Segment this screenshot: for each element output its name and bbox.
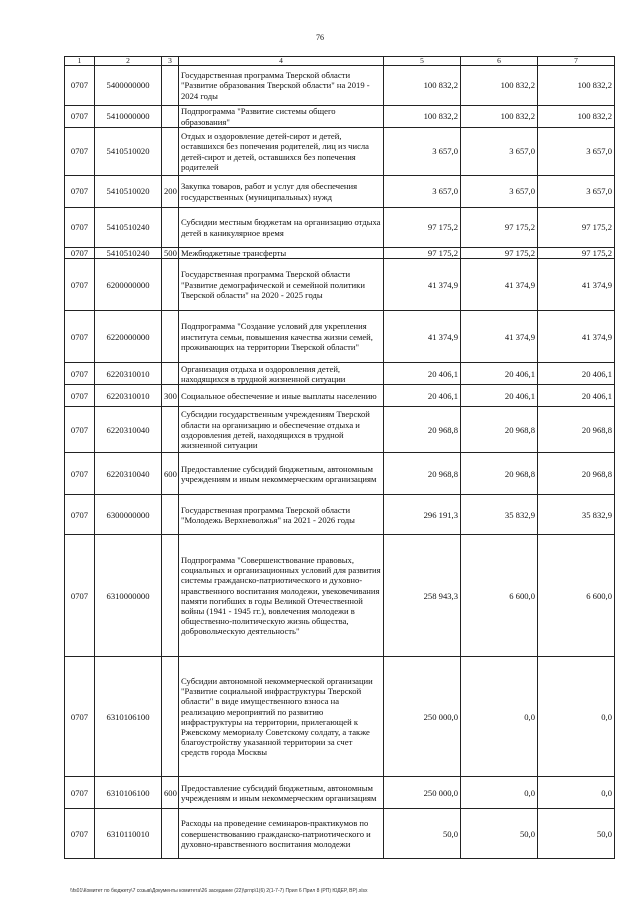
table-row bbox=[65, 407, 615, 453]
expense-type-code bbox=[162, 535, 179, 657]
item-name: Подпрограмма "Развитие системы общего образования" bbox=[179, 106, 384, 128]
target-code: 6310000000 bbox=[95, 535, 162, 657]
item-name: Подпрограмма "Создание условий для укрепления института семьи, повышения качества жизни семей, проживающих на территории Тверской области" bbox=[179, 311, 384, 363]
amount-year-3: 97 175,2 bbox=[538, 248, 615, 259]
item-name: Предоставление субсидий бюджетным, автономным учреждениям и иным некоммерческим организациям bbox=[179, 453, 384, 495]
amount-year-3: 20 406,1 bbox=[538, 363, 615, 385]
column-number-row bbox=[65, 57, 615, 66]
expense-type-code bbox=[162, 311, 179, 363]
item-name: Государственная программа Тверской области "Молодежь Верхневолжья" на 2021 - 2026 годы bbox=[179, 495, 384, 535]
target-code: 5410000000 bbox=[95, 106, 162, 128]
table-row bbox=[65, 66, 615, 106]
amount-year-1: 20 968,8 bbox=[384, 407, 461, 453]
target-code: 5400000000 bbox=[95, 66, 162, 106]
page-number: 76 bbox=[316, 33, 324, 42]
amount-year-3: 0,0 bbox=[538, 777, 615, 809]
section-code: 0707 bbox=[65, 453, 95, 495]
target-code: 6220310040 bbox=[95, 407, 162, 453]
section-code: 0707 bbox=[65, 208, 95, 248]
amount-year-3: 20 968,8 bbox=[538, 407, 615, 453]
amount-year-2: 35 832,9 bbox=[461, 495, 538, 535]
target-code: 6220310010 bbox=[95, 385, 162, 407]
item-name: Расходы на проведение семинаров-практикумов по совершенствованию гражданско-патриотического и духовно-нравственного воспитания молодежи bbox=[179, 809, 384, 859]
amount-year-3: 100 832,2 bbox=[538, 66, 615, 106]
target-code: 6220310040 bbox=[95, 453, 162, 495]
amount-year-3: 0,0 bbox=[538, 657, 615, 777]
item-name: Субсидии государственным учреждениям Тверской области на организацию и обеспечение отдыха и оздоровления детей, находящихся в трудной жизненной ситуации bbox=[179, 407, 384, 453]
expense-type-code bbox=[162, 208, 179, 248]
item-name: Предоставление субсидий бюджетным, автономным учреждениям и иным некоммерческим организациям bbox=[179, 777, 384, 809]
amount-year-3: 41 374,9 bbox=[538, 259, 615, 311]
target-code: 6220310010 bbox=[95, 363, 162, 385]
column-number: 5 bbox=[384, 57, 461, 66]
target-code: 6310106100 bbox=[95, 657, 162, 777]
amount-year-3: 50,0 bbox=[538, 809, 615, 859]
table-row bbox=[65, 363, 615, 385]
section-code: 0707 bbox=[65, 407, 95, 453]
table-row bbox=[65, 777, 615, 809]
item-name: Государственная программа Тверской области "Развитие демографической и семейной политики Тверской области" на 2020 - 2025 годы bbox=[179, 259, 384, 311]
column-number: 7 bbox=[538, 57, 615, 66]
section-code: 0707 bbox=[65, 106, 95, 128]
amount-year-2: 0,0 bbox=[461, 777, 538, 809]
target-code: 5410510240 bbox=[95, 248, 162, 259]
amount-year-2: 100 832,2 bbox=[461, 66, 538, 106]
amount-year-1: 250 000,0 bbox=[384, 777, 461, 809]
table-row bbox=[65, 311, 615, 363]
table-row bbox=[65, 248, 615, 259]
table-row bbox=[65, 453, 615, 495]
amount-year-2: 20 406,1 bbox=[461, 363, 538, 385]
section-code: 0707 bbox=[65, 128, 95, 176]
amount-year-2: 0,0 bbox=[461, 657, 538, 777]
amount-year-1: 20 406,1 bbox=[384, 385, 461, 407]
amount-year-1: 258 943,3 bbox=[384, 535, 461, 657]
expense-type-code: 200 bbox=[162, 176, 179, 208]
amount-year-3: 3 657,0 bbox=[538, 176, 615, 208]
section-code: 0707 bbox=[65, 176, 95, 208]
amount-year-3: 20 406,1 bbox=[538, 385, 615, 407]
expense-type-code bbox=[162, 407, 179, 453]
expense-type-code bbox=[162, 495, 179, 535]
amount-year-1: 100 832,2 bbox=[384, 106, 461, 128]
table-row bbox=[65, 535, 615, 657]
amount-year-2: 41 374,9 bbox=[461, 311, 538, 363]
table-row bbox=[65, 657, 615, 777]
column-number: 3 bbox=[162, 57, 179, 66]
expense-type-code: 500 bbox=[162, 248, 179, 259]
amount-year-3: 41 374,9 bbox=[538, 311, 615, 363]
section-code: 0707 bbox=[65, 248, 95, 259]
amount-year-2: 20 968,8 bbox=[461, 453, 538, 495]
item-name: Подпрограмма "Совершенствование правовых, социальных и организационных условий для развития системы гражданско-патриотического и духовно-нравственного воспитания молодежи, увековечивания памяти погибших в годы Великой Отечественной войны (1941 - 1945 гг.), вовлечения молодежи в общественно-политическую жизнь общества, добровольческую деятельность" bbox=[179, 535, 384, 657]
expense-type-code bbox=[162, 363, 179, 385]
item-name: Субсидии местным бюджетам на организацию отдыха детей в каникулярное время bbox=[179, 208, 384, 248]
amount-year-3: 100 832,2 bbox=[538, 106, 615, 128]
target-code: 6200000000 bbox=[95, 259, 162, 311]
section-code: 0707 bbox=[65, 66, 95, 106]
table-row bbox=[65, 208, 615, 248]
item-name: Закупка товаров, работ и услуг для обеспечения государственных (муниципальных) нужд bbox=[179, 176, 384, 208]
amount-year-2: 100 832,2 bbox=[461, 106, 538, 128]
amount-year-1: 50,0 bbox=[384, 809, 461, 859]
expense-type-code bbox=[162, 657, 179, 777]
amount-year-2: 97 175,2 bbox=[461, 208, 538, 248]
expense-type-code bbox=[162, 259, 179, 311]
section-code: 0707 bbox=[65, 809, 95, 859]
target-code: 6310106100 bbox=[95, 777, 162, 809]
section-code: 0707 bbox=[65, 363, 95, 385]
amount-year-3: 6 600,0 bbox=[538, 535, 615, 657]
amount-year-3: 97 175,2 bbox=[538, 208, 615, 248]
item-name: Субсидии автономной некоммерческой организации "Развитие социальной инфраструктуры Тверской области" в виде имущественного взноса на реализацию мероприятий по развитию инфраструктуры на территории, прилегающей к Ржевскому мемориалу Советскому солдату, а также благоустройству указанной территории за счет средств города Москвы bbox=[179, 657, 384, 777]
item-name: Межбюджетные трансферты bbox=[179, 248, 384, 259]
section-code: 0707 bbox=[65, 657, 95, 777]
amount-year-1: 97 175,2 bbox=[384, 208, 461, 248]
amount-year-2: 3 657,0 bbox=[461, 128, 538, 176]
section-code: 0707 bbox=[65, 535, 95, 657]
target-code: 6220000000 bbox=[95, 311, 162, 363]
amount-year-2: 41 374,9 bbox=[461, 259, 538, 311]
amount-year-1: 3 657,0 bbox=[384, 128, 461, 176]
amount-year-3: 3 657,0 bbox=[538, 128, 615, 176]
target-code: 5410510020 bbox=[95, 176, 162, 208]
target-code: 6300000000 bbox=[95, 495, 162, 535]
table-row bbox=[65, 128, 615, 176]
file-path-footer: \\fs01\Комитет по бюджету\7 созыв\Документы комитета\26 заседание (22)\ргпр\1(6) 2(1-7-7) Прил 6 Прил 8 (РП) ЮДЕР, ВР).xlsx bbox=[70, 888, 368, 894]
section-code: 0707 bbox=[65, 777, 95, 809]
amount-year-1: 41 374,9 bbox=[384, 259, 461, 311]
target-code: 5410510020 bbox=[95, 128, 162, 176]
amount-year-3: 20 968,8 bbox=[538, 453, 615, 495]
amount-year-2: 20 406,1 bbox=[461, 385, 538, 407]
item-name: Отдых и оздоровление детей-сирот и детей, оставшихся без попечения родителей, лиц из числа детей-сирот и детей, оставшихся без попечения родителей bbox=[179, 128, 384, 176]
target-code: 5410510240 bbox=[95, 208, 162, 248]
expense-type-code: 600 bbox=[162, 453, 179, 495]
item-name: Организация отдыха и оздоровления детей, находящихся в трудной жизненной ситуации bbox=[179, 363, 384, 385]
expense-type-code: 300 bbox=[162, 385, 179, 407]
column-number: 2 bbox=[95, 57, 162, 66]
expense-type-code bbox=[162, 66, 179, 106]
budget-table bbox=[64, 56, 615, 859]
table-row bbox=[65, 809, 615, 859]
amount-year-1: 100 832,2 bbox=[384, 66, 461, 106]
item-name: Государственная программа Тверской области "Развитие образования Тверской области" на 2019 - 2024 годы bbox=[179, 66, 384, 106]
section-code: 0707 bbox=[65, 311, 95, 363]
expense-type-code bbox=[162, 128, 179, 176]
amount-year-1: 3 657,0 bbox=[384, 176, 461, 208]
amount-year-1: 41 374,9 bbox=[384, 311, 461, 363]
amount-year-1: 97 175,2 bbox=[384, 248, 461, 259]
amount-year-2: 6 600,0 bbox=[461, 535, 538, 657]
table-row bbox=[65, 176, 615, 208]
amount-year-3: 35 832,9 bbox=[538, 495, 615, 535]
expense-type-code bbox=[162, 809, 179, 859]
section-code: 0707 bbox=[65, 495, 95, 535]
target-code: 6310110010 bbox=[95, 809, 162, 859]
expense-type-code: 600 bbox=[162, 777, 179, 809]
table-row bbox=[65, 495, 615, 535]
column-number: 6 bbox=[461, 57, 538, 66]
column-number: 4 bbox=[179, 57, 384, 66]
table-row bbox=[65, 385, 615, 407]
amount-year-2: 3 657,0 bbox=[461, 176, 538, 208]
item-name: Социальное обеспечение и иные выплаты населению bbox=[179, 385, 384, 407]
amount-year-2: 20 968,8 bbox=[461, 407, 538, 453]
section-code: 0707 bbox=[65, 385, 95, 407]
section-code: 0707 bbox=[65, 259, 95, 311]
table-row bbox=[65, 259, 615, 311]
table-row bbox=[65, 106, 615, 128]
expense-type-code bbox=[162, 106, 179, 128]
column-number: 1 bbox=[65, 57, 95, 66]
amount-year-2: 50,0 bbox=[461, 809, 538, 859]
amount-year-2: 97 175,2 bbox=[461, 248, 538, 259]
amount-year-1: 20 968,8 bbox=[384, 453, 461, 495]
amount-year-1: 20 406,1 bbox=[384, 363, 461, 385]
amount-year-1: 296 191,3 bbox=[384, 495, 461, 535]
amount-year-1: 250 000,0 bbox=[384, 657, 461, 777]
